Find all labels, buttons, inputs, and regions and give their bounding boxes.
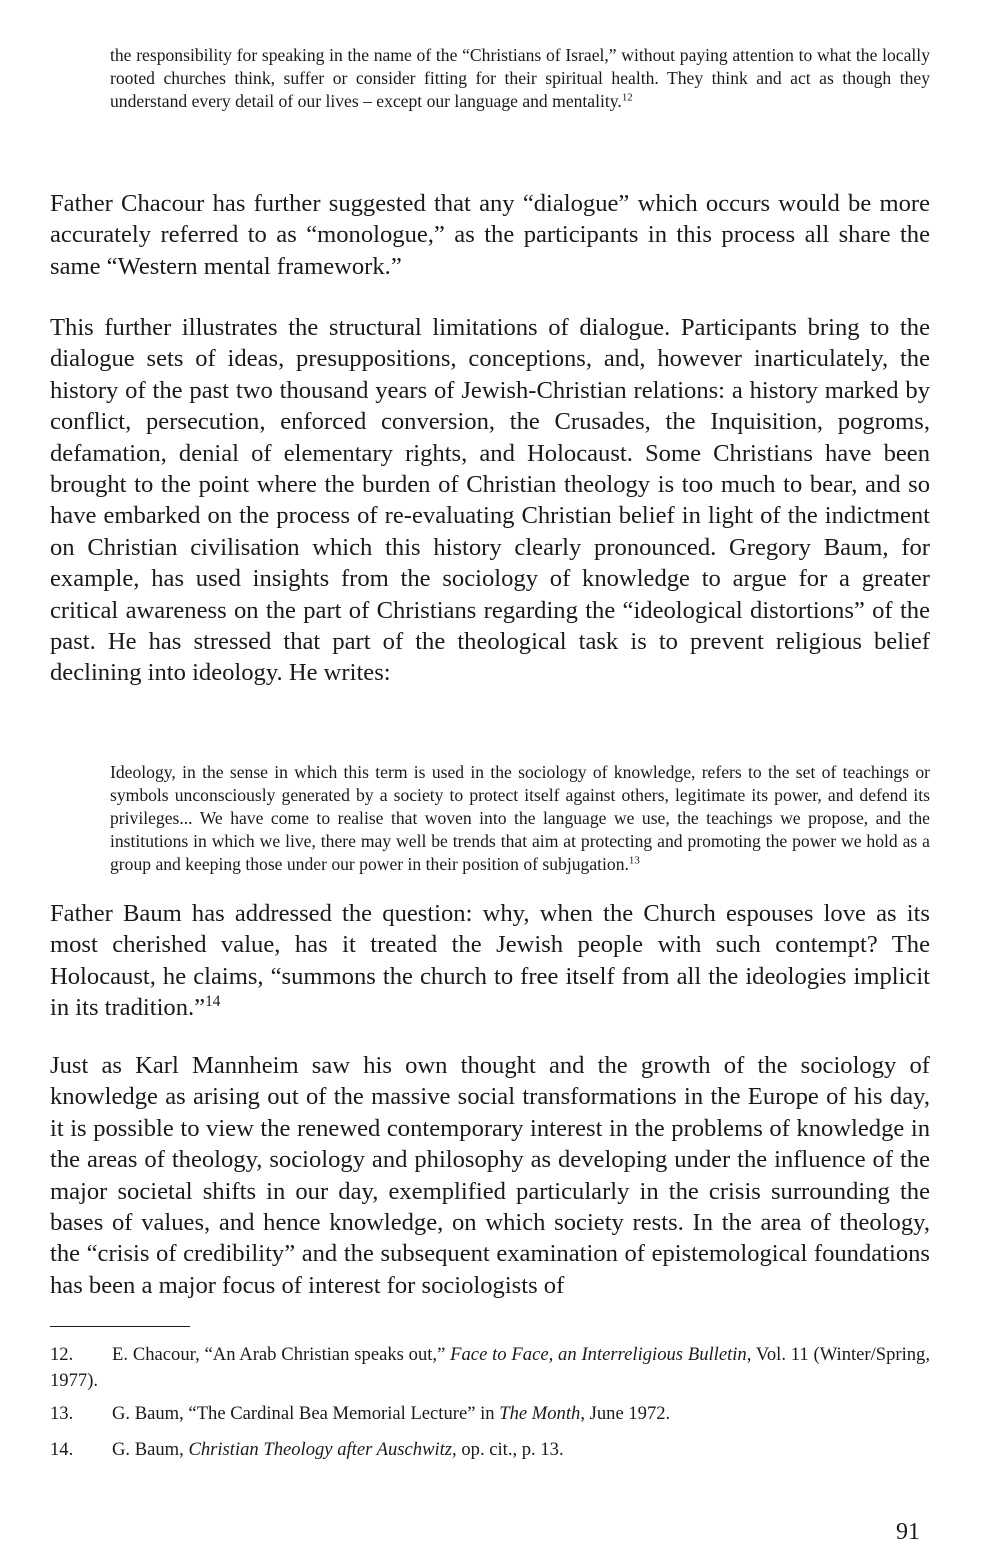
footnote-title: Face to Face, an Interreligious Bulletin	[450, 1344, 747, 1365]
footnote-number: 14.	[50, 1439, 74, 1460]
footnote-12	[50, 1342, 930, 1394]
footnote-title: Christian Theology after Auschwitz	[188, 1439, 453, 1460]
paragraph-text: Father Baum has addressed the question: why, when the Church espouses love as its most cherished value, has it treated the Jewish people with such contempt? The Holocaust, he claims, “summons the church to free itself from all the ideologies implicit in its tradition.”	[50, 900, 930, 1022]
paragraph-father-baum	[50, 898, 930, 1024]
block-quote-text: Ideology, in the sense in which this term is used in the sociology of knowledge, refers to the set of teachings or symbols unconsciously generated by a society to protect itself against others, legitimate its power, and defend its privileges... We have come to realise that woven into the language we use, the teachings we propose, and the institutions in which we live, there may well be trends that aim at protecting and promoting the power we hold as a group and keeping those under our power in their position of subjugation.	[110, 762, 930, 874]
footnote-text-tail: , op. cit., p. 13.	[452, 1439, 564, 1460]
paragraph-dialogue-limitations: This further illustrates the structural limitations of dialogue. Participants bring to the dialogue sets of ideas, presuppositions, conceptions, and, however inarticulately, the history of the past two thousand years of Jewish-Christian relations: a history marked by conflict, persecution, enforced conversion, the Crusades, the Inquisition, pogroms, defamation, denial of elementary rights, and Holocaust. Some Christians have been brought to the point where the burden of Christian theology is too much to bear, and so have embarked on the process of re-evaluating Christian belief in light of the indictment on Christian civilisation which this history clearly pronounced. Gregory Baum, for example, has used insights from the sociology of knowledge to argue for a greater critical awareness on the part of Christians regarding the “ideological distortions” of the past. He has stressed that part of the theological task is to prevent religious belief declining into ideology. He writes:	[50, 314, 930, 687]
block-quote-text: the responsibility for speaking in the name of the “Christians of Israel,” without paying attention to what the locally rooted churches think, suffer or consider fitting for their spiritual health. They think and act as though they understand every detail of our lives – except our language and mentality.	[110, 45, 930, 111]
footnote-14	[50, 1437, 930, 1463]
block-quote-chacour	[110, 44, 930, 113]
footnote-number: 12.	[50, 1344, 74, 1365]
footnote-text: G. Baum,	[112, 1439, 189, 1460]
footnote-ref-13[interactable]: 13	[628, 854, 640, 867]
block-quote-baum-ideology	[110, 761, 930, 876]
footnote-ref-12[interactable]: 12	[621, 91, 633, 104]
footnote-text: E. Chacour, “An Arab Christian speaks out,”	[112, 1344, 451, 1365]
footnote-text-tail: , Vol. 11 (Winter/Spring, 1977).	[50, 1344, 931, 1391]
footnote-ref-14[interactable]: 14	[205, 993, 221, 1011]
footnote-separator	[50, 1326, 190, 1327]
footnote-text: G. Baum, “The Cardinal Bea Memorial Lecture” in	[112, 1403, 500, 1424]
footnote-number: 13.	[50, 1403, 74, 1424]
footnote-13	[50, 1401, 930, 1427]
paragraph-monologue: Father Chacour has further suggested that any “dialogue” which occurs would be more accurately referred to as “monologue,” as the participants in this process all share the same “Western mental framework.”	[50, 190, 930, 280]
footnote-title: The Month	[499, 1403, 581, 1424]
footnote-text-tail: , June 1972.	[580, 1403, 671, 1424]
paragraph-mannheim: Just as Karl Mannheim saw his own thought and the growth of the sociology of knowledge as arising out of the massive social transformations in the Europe of his day, it is possible to view the renewed contemporary interest in the problems of knowledge in the areas of theology, sociology and philosophy as developing under the influence of the major societal shifts in our day, exemplified particularly in the crisis surrounding the bases of values, and hence knowledge, on which society rests. In the area of theology, the “crisis of credibility” and the subsequent examination of epistemological foundations has been a major focus of interest for sociologists of	[50, 1052, 930, 1299]
page-number: 91	[896, 1519, 920, 1545]
